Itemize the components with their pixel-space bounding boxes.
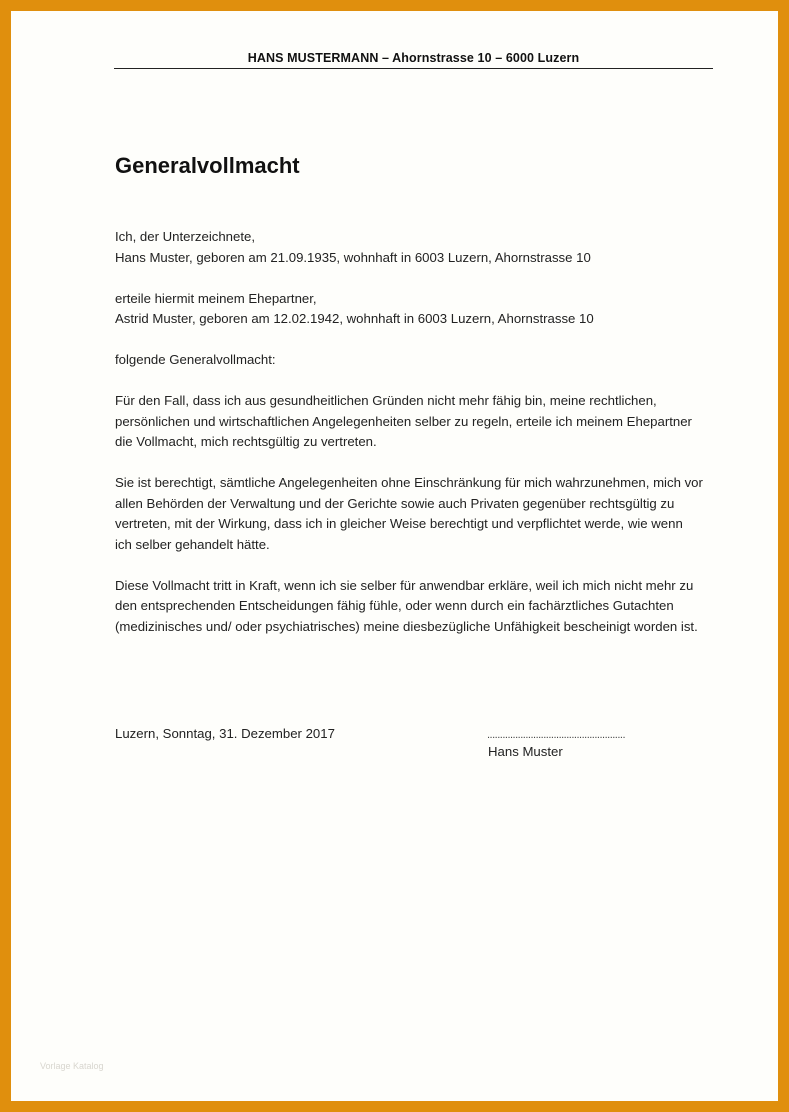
header-rule bbox=[114, 68, 713, 69]
text-line: vertreten, mit der Wirkung, dass ich in gleicher Weise berechtigt und verpflichtet werde, wie wenn bbox=[115, 516, 683, 531]
signature-line: ...................................................... bbox=[487, 729, 626, 741]
text-line: allen Behörden der Verwaltung und der Gerichte sowie auch Privaten gegenüber rechtsgültig zu bbox=[115, 495, 675, 511]
text-line: Astrid Muster, geboren am 12.02.1942, wohnhaft in 6003 Luzern, Ahornstrasse 10 bbox=[115, 311, 594, 326]
document-title: Generalvollmacht bbox=[115, 153, 300, 178]
document-body bbox=[115, 227, 725, 658]
text-line: Hans Muster, geboren am 21.09.1935, wohnhaft in 6003 Luzern, Ahornstrasse 10 bbox=[115, 249, 591, 265]
text-line: ich selber gehandelt hätte. bbox=[115, 536, 270, 552]
paragraph-effectiveness bbox=[115, 576, 725, 638]
text-line: persönlichen und wirtschaftlichen Angelegenheiten selber zu regeln, erteile ich meinem Ehepartner bbox=[115, 413, 692, 429]
watermark: Vorlage Katalog bbox=[40, 1061, 104, 1071]
text-line: Für den Fall, dass ich aus gesundheitlichen Gründen nicht mehr fähig bin, meine rechtlichen, bbox=[115, 393, 657, 408]
text-line: den entsprechenden Entscheidungen fähig fühle, oder wenn durch ein fachärztliches Gutachten bbox=[115, 598, 674, 613]
document-page bbox=[11, 11, 778, 1101]
text-line: Sie ist berechtigt, sämtliche Angelegenheiten ohne Einschränkung für mich wahrzunehmen, mich vor bbox=[115, 475, 703, 490]
text-line: Ich, der Unterzeichnete, bbox=[115, 229, 256, 244]
text-line: Diese Vollmacht tritt in Kraft, wenn ich sie selber für anwendbar erkläre, weil ich mich nicht mehr zu bbox=[115, 577, 694, 593]
paragraph-intro bbox=[115, 350, 725, 371]
place-date: Luzern, Sonntag, 31. Dezember 2017 bbox=[115, 726, 335, 741]
text-line: folgende Generalvollmacht: bbox=[115, 352, 276, 367]
paragraph-scope bbox=[115, 473, 725, 555]
paragraph-grantee bbox=[115, 289, 725, 330]
text-line: die Vollmacht, mich rechtsgültig zu vertreten. bbox=[115, 434, 377, 449]
letterhead: HANS MUSTERMANN – Ahornstrasse 10 – 6000 Luzern bbox=[247, 51, 580, 65]
signature-name: Hans Muster bbox=[488, 744, 563, 759]
paragraph-condition bbox=[115, 391, 725, 453]
text-line: erteile hiermit meinem Ehepartner, bbox=[115, 290, 317, 306]
paragraph-grantor bbox=[115, 227, 725, 268]
text-line: (medizinisches und/ oder psychiatrisches) meine diesbezügliche Unfähigkeit bescheinigt worden ist. bbox=[115, 618, 698, 634]
